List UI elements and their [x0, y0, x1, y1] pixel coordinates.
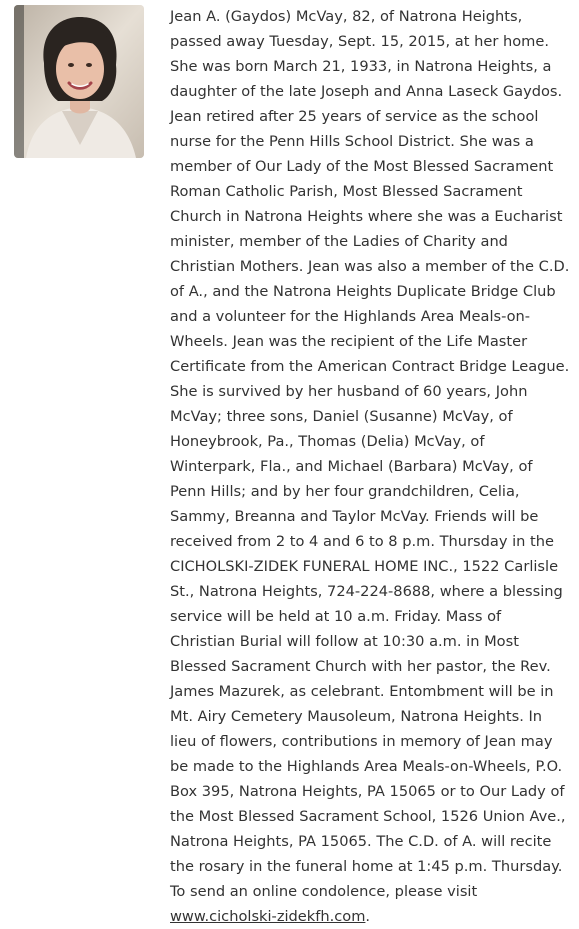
obituary-text: [170, 4, 570, 929]
portrait-photo: [14, 5, 144, 158]
portrait-image: [14, 5, 144, 158]
obituary-end-punct: .: [365, 908, 371, 925]
obituary-body: Jean A. (Gaydos) McVay, 82, of Natrona Heights, passed away Tuesday, Sept. 15, 2015, at her home. She was born March 21, 1933, in Natrona Heights, a daughter of the late Joseph and Anna Laseck Gaydos. Jean retired after 25 years of service as the school nurse for the Penn Hills School District. She was a member of Our Lady of the Most Blessed Sacrament Roman Catholic Parish, Most Blessed Sacrament Church in Natrona Heights where she was a Eucharist minister, member of the Ladies of Charity and Christian Mothers. Jean was also a member of the C.D. of A., and the Natrona Heights Duplicate Bridge Club and a volunteer for the Highlands Area Meals-on-Wheels. Jean was the recipient of the Life Master Certificate from the American Contract Bridge League. She is survived by her husband of 60 years, John McVay; three sons, Daniel (Susanne) McVay, of Honeybrook, Pa., Thomas (Delia) McVay, of Winterpark, Fla., and Michael (Barbara) McVay, of Penn Hills; and by her four grandchildren, Celia, Sammy, Breanna and Taylor McVay. Friends will be received from 2 to 4 and 6 to 8 p.m. Thursday in the CICHOLSKI-ZIDEK FUNERAL HOME INC., 1522 Carlisle St., Natrona Heights, 724-224-8688, where a blessing service will be held at 10 a.m. Friday. Mass of Christian Burial will follow at 10:30 a.m. in Most Blessed Sacrament Church with her pastor, the Rev. James Mazurek, as celebrant. Entombment will be in Mt. Airy Cemetery Mausoleum, Natrona Heights. In lieu of flowers, contributions in memory of Jean may be made to the Highlands Area Meals-on-Wheels, P.O. Box 395, Natrona Heights, PA 15065 or to Our Lady of the Most Blessed Sacrament School, 1526 Union Ave., Natrona Heights, PA 15065. The C.D. of A. will recite the rosary in the funeral home at 1:45 p.m. Thursday. To send an online condolence, please visit: [170, 8, 570, 900]
condolence-link[interactable]: www.cicholski-zidekfh.com: [170, 908, 366, 925]
